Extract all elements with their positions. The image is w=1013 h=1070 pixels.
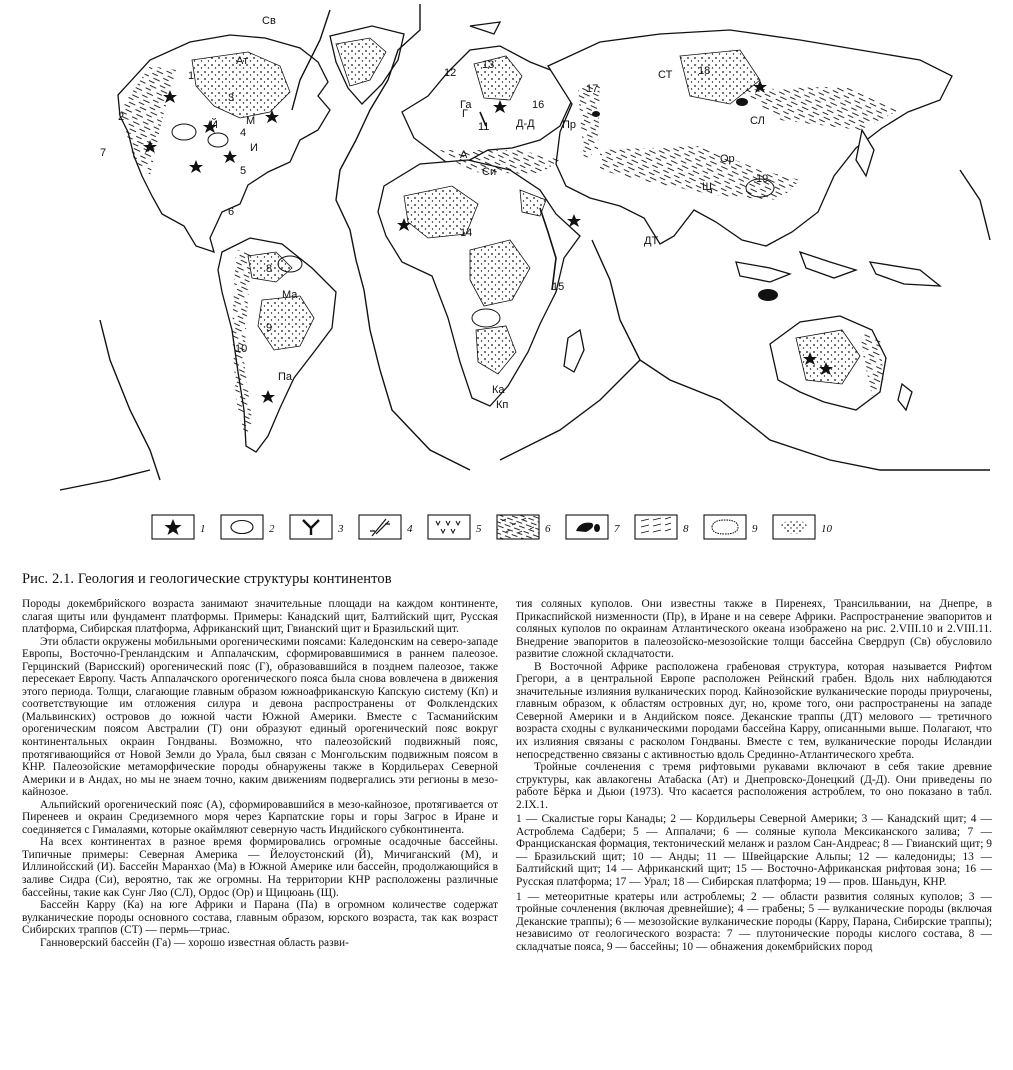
map-legend [150,505,840,550]
svg-text:16: 16 [532,99,545,111]
plutonic-icon [576,523,600,532]
svg-text:СЛ: СЛ [750,115,765,127]
basin-icon [712,520,738,534]
svg-text:7: 7 [100,147,107,159]
svg-text:2: 2 [118,111,125,123]
star-icon [165,519,182,535]
svg-text:6: 6 [545,523,551,535]
svg-text:6: 6 [228,206,235,218]
paragraph: Эти области окружены мобильными орогеническими поясами: Каледонским на северо-западе Европы, Восточно-Гренландским и Аппалачским, сформировавшимися в раннем палеозое. Герцинский (Варисский) орогенический пояс (Г), образовавшийся в позднем палеозое, также пересекает Европу. Часть Аппалачского орогенического пояса была снова вовлечена в движения этого периода. Толщи, слагающие главным образом южноафриканскую Капскую систему (Кп) и соответствующие им отложения силура и девона распространены от Фолклендских (Мальвинских) островов до южной части Южной Америки. Вместе с Тасманийским орогеническим поясом Австралии (Т) они образуют единый орогенический пояс вокруг континентальных окраин Гондваны. Возможно, что палеозойский подвижный пояс, протягивающийся от Новой Земли до Урала, был связан с Монгольским подвижным поясом в КНР. Палеозойские метаморфические породы обнаружены также в Кордильерах Северной Америки и в Андах, но мы не знаем точно, каким движениям подвергались эти регионы в мезо-кайнозое. [22,635,498,799]
legend-explanation: 1 — метеоритные кратеры или астроблемы; 2 — области развития соляных куполов; 3 — тройные сочленения (включая древнейшие); 4 — грабены; 5 — вулканические породы (включая Деканские траппы); 6 — мезозойские вулканические породы (Карру, Парана, Сибирские траппы); независимо от геологического возраста: 7 — плутонические породы кислого состава, 8 — складчатые пояса, 9 — бассейны; 10 — обнажения докембрийских пород [516,890,992,953]
svg-text:19: 19 [756,173,769,185]
paragraph: тия соляных куполов. Они известны также в Пиренеях, Трансильвании, на Днепре, в Прикаспийской низменности (Пр), в Иране и на севере Африки. Распространение эвапоритов и соляных куполов по окраинам Атлантического океана изображено на рис. 2.VIII.10 и 2.VIII.11. Внедрение эвапоритов в палеозойско-мезозойские толщи бассейна Свердруп (Св) обусловило развитие сложной складчатости. [516,598,992,661]
paragraph: В Восточной Африке расположена грабеновая структура, которая называется Рифтом Грегори, а в центральной Европе расположен Рейнский грабен. Вдоль них наблюдаются значительные излияния вулканических пород. Кайнозойские вулканические породы приурочены, главным образом, к областям островных дуг, но, кроме того, они распространены на западе Северной Америки и в Андийском поясе. Деканские траппы (ДТ) мелового — третичного возраста сходны с вулканическими породами бассейна Карру, описанными выше. Полагают, что их излияния связаны с расколом Гондваны. Вместе с тем, вулканические породы Исландии непосредственно связаны с активностью вдоль Срединно-Атлантического хребта. [516,660,992,761]
svg-text:Га: Га [460,99,472,111]
madagascar [564,330,584,372]
svg-text:3: 3 [338,523,344,535]
svg-text:4: 4 [240,127,247,139]
svg-text:14: 14 [460,227,473,239]
svg-text:Д-Д: Д-Д [516,118,535,130]
text-column-left [22,598,498,1058]
svg-text:Па: Па [278,371,293,383]
text-column-right [516,598,992,1058]
volcanic-icon [436,521,460,533]
svg-text:11: 11 [478,121,490,133]
svg-text:Св: Св [262,15,276,27]
svg-text:12: 12 [444,67,457,79]
svg-text:7: 7 [614,523,620,535]
svg-text:ДТ: ДТ [644,235,659,247]
paragraph: Ганноверский бассейн (Га) — хорошо известная область разви- [40,936,349,949]
map-key-list: 1 — Скалистые горы Канады; 2 — Кордильеры Северной Америки; 3 — Канадский щит; 4 — Астроблема Садбери; 5 — Аппалачи; 6 — соляные купола Мексиканского залива; 7 — Францисканская формация, тектонический меланж и разлом Сан-Андреас; 8 — Гвианский щит; 9 — Бразильский щит; 10 — Анды; 11 — Швейцарские Альпы; 12 — каледониды; 13 — Балтийский щит; 14 — Африканский щит; 15 — Восточно-Африканская рифтовая зона; 16 — Русская платформа; 17 — Урал; 18 — Сибирская платформа; 19 — пров. Шаньдун, КНР. [516,813,992,889]
svg-text:Щ: Щ [702,181,713,193]
svg-text:8: 8 [266,263,273,275]
svg-text:8: 8 [683,523,689,535]
svg-text:Г: Г [462,108,468,120]
svg-text:И: И [250,142,258,154]
svg-text:9: 9 [752,523,758,535]
svg-text:Ка: Ка [492,384,505,396]
precambrian-icon [781,520,807,534]
paragraph: Бассейн Карру (Ка) на юге Африки и Парана (Па) в огромном количестве содержат вулканические породы основного состава, главным образом, юрского возраста, так как возраст Сибирских траппов (СТ) — пермь—триас. [22,899,498,937]
paragraph: Породы докембрийского возраста занимают значительные площади на каждом континенте, слагая щиты или фундамент платформы. Примеры: Канадский щит, Балтийский щит, Русская платформа, Сибирская платформа, Африканский щит, Гвианский щит и Бразильский щит. [22,598,498,636]
svg-text:А: А [460,149,468,161]
svg-text:2: 2 [269,523,275,535]
paragraph: Тройные сочленения с тремя рифтовыми рукавами включают в себя такие древние структуры, как авлакогены Атабаска (Ат) и Днепровско-Донецкий (Д-Д). Они приведены по работе Бёрка и Дьюи (1973). Что касается расположения астроблем, то оно показано в табл. 2.IX.1. [516,761,992,811]
svg-text:4: 4 [407,523,413,535]
oval-icon [231,521,253,534]
asia [548,30,952,246]
svg-text:5: 5 [476,523,482,535]
graben-icon [370,519,390,536]
world-geology-map [0,0,1013,520]
svg-text:1: 1 [188,70,195,82]
paragraph: Альпийский орогенический пояс (А), сформировавшийся в мезо-кайнозое, протягивается от Пиренеев и окраин Средиземного моря через Карпатские горы и горы Загрос в Иране и соединяется с Гималаями, которые окаймляют северную часть Индийского субконтинента. [22,798,498,836]
svg-text:17: 17 [586,83,599,95]
svg-text:10: 10 [235,343,248,355]
svg-text:Й: Й [210,119,218,131]
svg-text:Ор: Ор [720,153,735,165]
svg-text:М: М [246,115,256,127]
svg-text:10: 10 [821,523,832,535]
triple-junction-icon [303,520,319,535]
svg-text:13: 13 [482,59,495,71]
svg-text:1: 1 [200,523,206,535]
svg-text:Кп: Кп [496,399,509,411]
svg-text:5: 5 [240,165,247,177]
svg-text:15: 15 [552,281,565,293]
svg-text:Пр: Пр [562,119,577,131]
svg-text:18: 18 [698,65,711,77]
svg-text:Си: Си [482,166,497,178]
paragraph: На всех континентах в разное время формировались огромные осадочные бассейны. Типичные примеры: Северная Америка — Йелоустонский (Й), Мичиганский (М), и Иллинойсский (И). Бассейн Маранхао (Ма) в Южной Америке или бассейн, продолжающийся в заливе Сидра (Си), вероятно, так же огромны. На территории КНР расположены различные бассейны, такие как Сунг Ляо (СЛ), Ордос (Ор) и Щицюань (Щ). [22,836,498,899]
svg-text:3: 3 [228,92,235,104]
svg-text:Ат: Ат [236,55,249,67]
svg-text:9: 9 [266,322,273,334]
svg-text:Ма: Ма [282,289,298,301]
fold-belt-icon [641,517,671,533]
svg-text:СТ: СТ [658,69,673,81]
figure-caption: Рис. 2.1. Геология и геологические структуры континентов [22,571,392,587]
